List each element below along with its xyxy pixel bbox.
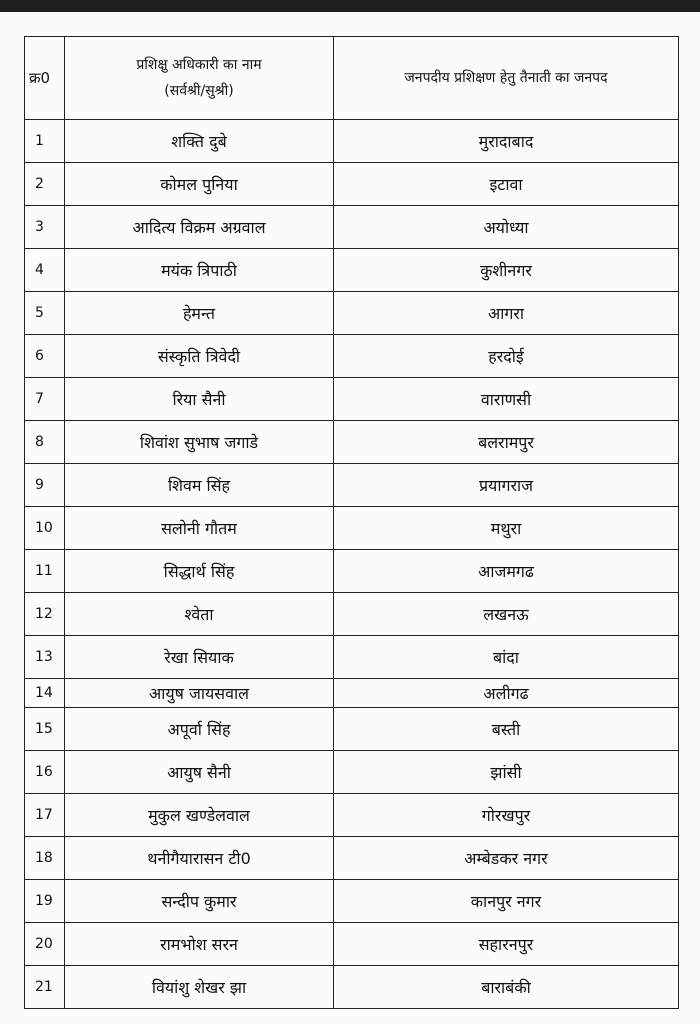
district-cell: सहारनपुर [334,923,679,966]
trainee-name-cell: आयुष जायसवाल [65,679,334,708]
trainee-name-cell: श्वेता [65,593,334,636]
table-row [25,966,679,1009]
serial-cell: 18 [25,837,65,880]
top-status-bar [0,0,700,12]
serial-cell: 7 [25,378,65,421]
table-row [25,679,679,708]
district-cell: अलीगढ [334,679,679,708]
table-row [25,206,679,249]
trainee-name-cell: शिवम सिंह [65,464,334,507]
serial-cell: 15 [25,708,65,751]
trainee-name-cell: मुकुल खण्डेलवाल [65,794,334,837]
table-row [25,335,679,378]
serial-cell: 4 [25,249,65,292]
trainee-name-cell: अपूर्वा सिंह [65,708,334,751]
table-row [25,923,679,966]
district-cell: बांदा [334,636,679,679]
trainee-name-cell: शिवांश सुभाष जगाडे [65,421,334,464]
serial-cell: 2 [25,163,65,206]
district-cell: लखनऊ [334,593,679,636]
table-row [25,837,679,880]
serial-cell: 20 [25,923,65,966]
serial-cell: 6 [25,335,65,378]
serial-cell: 5 [25,292,65,335]
serial-cell: 11 [25,550,65,593]
district-cell: आगरा [334,292,679,335]
trainee-name-cell: रामभोश सरन [65,923,334,966]
trainee-name-cell: आदित्य विक्रम अग्रवाल [65,206,334,249]
serial-cell: 3 [25,206,65,249]
district-cell: कानपुर नगर [334,880,679,923]
district-cell: बाराबंकी [334,966,679,1009]
table-row [25,550,679,593]
district-cell: अम्बेडकर नगर [334,837,679,880]
table-row [25,636,679,679]
table-row [25,120,679,163]
district-cell: बलरामपुर [334,421,679,464]
district-cell: हरदोई [334,335,679,378]
table-row [25,794,679,837]
trainee-name-cell: थनीगैयारासन टी0 [65,837,334,880]
trainee-name-cell: सन्दीप कुमार [65,880,334,923]
document-sheet [0,12,700,1024]
district-cell: अयोध्या [334,206,679,249]
district-cell: बस्ती [334,708,679,751]
serial-cell: 8 [25,421,65,464]
trainee-posting-table [24,36,679,1009]
table-row [25,464,679,507]
trainee-name-cell: मयंक त्रिपाठी [65,249,334,292]
table-row [25,249,679,292]
trainee-name-cell: वियांशु शेखर झा [65,966,334,1009]
name-header-line2: (सर्वश्री/सुश्री) [164,83,234,99]
district-cell: आजमगढ [334,550,679,593]
trainee-name-cell: आयुष सैनी [65,751,334,794]
table-row [25,593,679,636]
table-row [25,292,679,335]
serial-cell: 19 [25,880,65,923]
serial-cell: 1 [25,120,65,163]
district-cell: कुशीनगर [334,249,679,292]
trainee-name-cell: हेमन्त [65,292,334,335]
district-cell: मुरादाबाद [334,120,679,163]
district-cell: मथुरा [334,507,679,550]
serial-header: क्र0 [25,37,65,120]
district-cell: प्रयागराज [334,464,679,507]
serial-cell: 21 [25,966,65,1009]
table-row [25,507,679,550]
name-header [65,37,334,120]
table-row [25,751,679,794]
serial-cell: 9 [25,464,65,507]
trainee-name-cell: सिद्धार्थ सिंह [65,550,334,593]
table-row [25,378,679,421]
district-cell: गोरखपुर [334,794,679,837]
district-cell: वाराणसी [334,378,679,421]
serial-cell: 17 [25,794,65,837]
table-row [25,421,679,464]
serial-cell: 14 [25,679,65,708]
table-row [25,708,679,751]
trainee-name-cell: शक्ति दुबे [65,120,334,163]
trainee-name-cell: रेखा सियाक [65,636,334,679]
district-cell: इटावा [334,163,679,206]
district-cell: झांसी [334,751,679,794]
table-row [25,163,679,206]
serial-cell: 12 [25,593,65,636]
trainee-name-cell: संस्कृति त्रिवेदी [65,335,334,378]
district-header: जनपदीय प्रशिक्षण हेतु तैनाती का जनपद [334,37,679,120]
serial-cell: 10 [25,507,65,550]
trainee-name-cell: कोमल पुनिया [65,163,334,206]
table-row [25,880,679,923]
serial-cell: 16 [25,751,65,794]
header-row [25,37,679,120]
trainee-name-cell: सलोनी गौतम [65,507,334,550]
trainee-name-cell: रिया सैनी [65,378,334,421]
name-header-line1: प्रशिक्षु अधिकारी का नाम [136,57,262,73]
serial-cell: 13 [25,636,65,679]
